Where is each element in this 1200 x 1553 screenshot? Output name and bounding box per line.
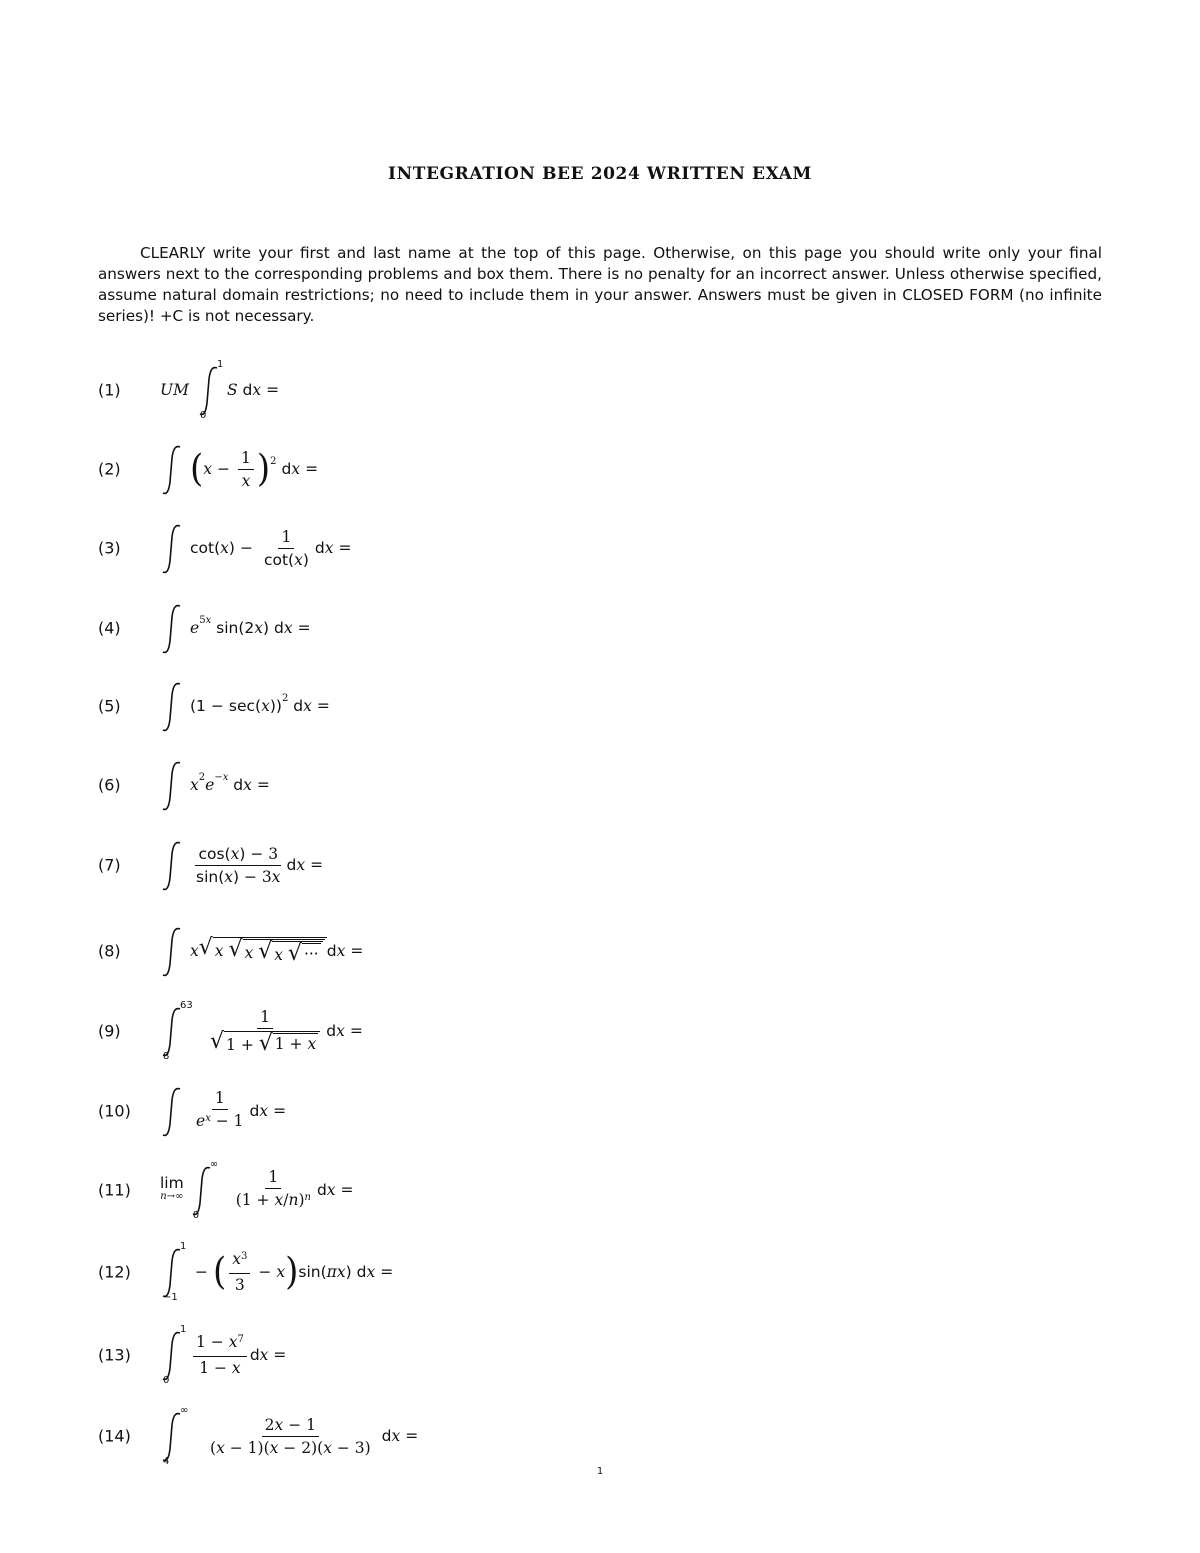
problem-14 [98,1406,998,1466]
problem-expression: UM 1 0 S d x = [160,359,280,421]
problem-number: (1) [98,380,121,400]
problem-expression: $\frac{\cos(x) - 3}{\sin(x) - 3x}$ d x = [160,835,328,895]
integral-sign [160,1000,193,1062]
integral-sign [160,836,186,894]
upper-bound: 63 [180,1000,193,1011]
lower-bound: −1 [163,1292,178,1303]
lower-bound: 8 [163,1051,170,1062]
problem-5 [98,676,998,736]
integral-sign [197,361,223,419]
problem-number: (6) [98,775,121,795]
problem-expression: lim n→∞ ∞ 0 $\frac{1}{(1 + x/n)^n}$ d x = [160,1159,354,1221]
problem-number: (14) [98,1426,131,1446]
problem-expression: ∞ 4 $\frac{2x - 1}{(x - 1)(x - 2)(x - 3)}$ d x = [160,1406,423,1466]
problem-expression: ( x − $\frac{1}{x}$ ) 2 d x = [160,439,323,499]
problem-7 [98,835,998,895]
problem-12 [98,1242,998,1302]
integral-sign [160,519,186,577]
problem-number: (9) [98,1021,121,1041]
integral-sign [160,922,186,980]
integral-sign [160,599,186,657]
upper-bound: ∞ [209,1159,219,1170]
problem-10 [98,1081,998,1141]
problem-number: (5) [98,696,121,716]
problem-3 [98,518,998,578]
upper-bound: 1 [180,1324,187,1335]
problem-expression: x 2 e −x d x = [160,755,275,815]
upper-bound: 1 [216,359,224,370]
problem-number: (11) [98,1180,131,1200]
problem-number: (4) [98,618,121,638]
page-number: 1 [596,1466,604,1477]
instructions-paragraph: CLEARLY write your first and last name at the top of this page. Otherwise, on this page you should write only your final answers next to the corresponding problems and box them. There is no penalty for an incorrect answer. Unless otherwise specified, assume natural domain restrictions; no need to include them in your answer. Answers must be given in CLOSED FORM (no infinite series)! +C is not necessary. [98,244,1102,325]
problem-expression: cot( x ) − $\frac{1}{\cot(x)}$ d x = [160,518,357,578]
problem-1 [98,360,998,420]
problem-expression: $\frac{1}{e^x - 1}$ d x = [160,1081,291,1141]
integral-sign [160,1405,189,1467]
integral-sign [160,440,186,498]
upper-bound: ∞ [180,1405,189,1416]
lower-bound: 0 [192,1210,200,1221]
problem-13 [98,1325,998,1385]
problem-expression: 63 8 1 √ 1 + √ 1 + x d x = [160,1001,368,1061]
problem-2 [98,439,998,499]
integral-sign [160,1243,186,1301]
lower-bound: 0 [199,410,207,421]
problem-9 [98,1001,998,1061]
problem-number: (10) [98,1101,131,1121]
problem-4 [98,598,998,658]
problem-number: (13) [98,1345,131,1365]
problem-expression: 1 −1 − ( $\frac{x^3}{3}$ − x ) sin( πx ) d x = [160,1242,398,1302]
problem-number: (3) [98,538,121,558]
problem-expression: x √ x √ x √ x √ ··· d x = [160,921,368,981]
problem-number: (7) [98,855,121,875]
problem-11 [98,1160,998,1220]
problem-expression: (1 − sec( x )) 2 d x = [160,676,335,736]
integral-sign [160,677,186,735]
problem-6 [98,755,998,815]
problem-number: (2) [98,459,121,479]
integral-sign [160,1326,186,1384]
upper-bound: 1 [180,1241,187,1252]
integral-sign [160,756,186,814]
problem-8 [98,921,998,981]
problem-number: (12) [98,1262,131,1282]
integral-sign [160,1082,186,1140]
lower-bound: 4 [163,1456,170,1467]
problem-expression: 1 0 $\frac{1 - x^7}{1 - x}$ d x = [160,1325,291,1385]
integral-sign [190,1159,219,1221]
problem-expression: e 5x sin(2 x ) d x = [160,598,316,658]
lower-bound: 0 [163,1375,170,1386]
exam-title: INTEGRATION BEE 2024 WRITTEN EXAM [388,164,812,184]
problem-number: (8) [98,941,121,961]
